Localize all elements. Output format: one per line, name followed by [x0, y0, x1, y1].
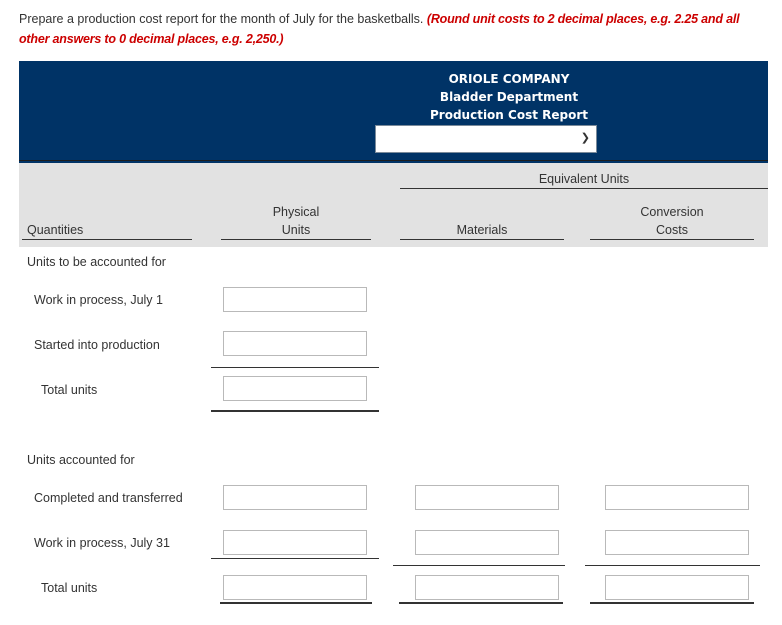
wip-july1-label: Work in process, July 1: [34, 293, 163, 307]
physical-units-heading-1: Physical: [272, 205, 320, 219]
equivalent-units-heading: Equivalent Units: [538, 172, 630, 186]
total2-conversion-input[interactable]: [605, 575, 749, 600]
wip-july31-label: Work in process, July 31: [34, 536, 170, 550]
started-into-production-label: Started into production: [34, 338, 160, 352]
equivalent-units-underline: [400, 188, 768, 189]
wip-july31-physical-input[interactable]: [223, 530, 367, 555]
quantities-heading: Quantities: [27, 223, 84, 237]
materials-heading: Materials: [456, 223, 508, 237]
total-units-label-2: Total units: [41, 581, 98, 595]
completed-and-transferred-label: Completed and transferred: [34, 491, 183, 505]
total-rule-physical: [220, 602, 372, 604]
total2-physical-input[interactable]: [223, 575, 367, 600]
subtotal-rule-physical: [211, 558, 379, 559]
conversion-costs-underline: [590, 239, 754, 240]
subtotal-rule-materials: [393, 565, 565, 566]
total-rule-conversion: [590, 602, 754, 604]
rounding-hint: (Round unit costs to 2 decimal places, e.g. 2.25 and all other answers to 0 decimal places, e.g. 2,250.): [19, 12, 740, 46]
wip-july31-materials-input[interactable]: [415, 530, 559, 555]
column-header: [19, 163, 768, 247]
units-accounted-for-label: Units accounted for: [27, 453, 135, 467]
subtotal-rule: [211, 367, 379, 368]
total-units-label-1: Total units: [41, 383, 98, 397]
report-title: Production Cost Report: [430, 108, 588, 122]
total-rule-materials: [399, 602, 563, 604]
report-header: [19, 61, 768, 163]
period-select[interactable]: [375, 125, 597, 153]
total-double-rule: [211, 410, 379, 412]
physical-units-heading-2: Units: [281, 223, 311, 237]
instructions-text: Prepare a production cost report for the month of July for the basketballs.: [19, 12, 424, 26]
department-name: Bladder Department: [439, 90, 579, 104]
header-divider: [19, 160, 768, 161]
wip-july31-conversion-input[interactable]: [605, 530, 749, 555]
chevron-down-icon: ❯: [580, 132, 590, 144]
conversion-costs-heading-2: Costs: [656, 223, 688, 237]
completed-conversion-input[interactable]: [605, 485, 749, 510]
conversion-costs-heading-1: Conversion: [640, 205, 704, 219]
total-units-physical-input[interactable]: [223, 376, 367, 401]
wip-july1-physical-input[interactable]: [223, 287, 367, 312]
completed-materials-input[interactable]: [415, 485, 559, 510]
company-name: ORIOLE COMPANY: [448, 72, 570, 86]
physical-units-underline: [221, 239, 371, 240]
units-to-be-accounted-for-label: Units to be accounted for: [27, 255, 166, 269]
instructions: [19, 9, 759, 49]
quantities-underline: [22, 239, 192, 240]
completed-physical-input[interactable]: [223, 485, 367, 510]
subtotal-rule-conversion: [585, 565, 760, 566]
started-physical-input[interactable]: [223, 331, 367, 356]
materials-underline: [400, 239, 564, 240]
total2-materials-input[interactable]: [415, 575, 559, 600]
